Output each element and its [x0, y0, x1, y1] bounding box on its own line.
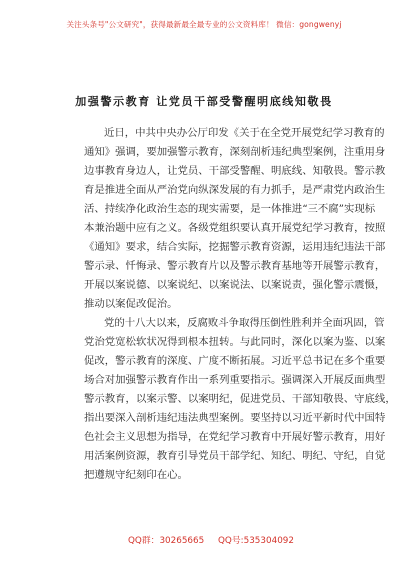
paragraph-line: 指出要深入剖析违纪违法典型案例。要坚持以习近平新时代中国特 [84, 412, 386, 424]
document-title: 加强警示教育 让党员干部受警醒明底线知敬畏 [75, 95, 333, 108]
paragraph-line: 开展以案说德、以案说纪、以案说法、以案说责，强化警示震慑， [84, 279, 386, 291]
paragraph-line: 把遵规守纪刻印在心。 [84, 469, 188, 481]
paragraph-line: 警示录、忏悔录、警示教育片以及警示教育基地等开展警示教育， [84, 260, 386, 272]
paragraph-line: 《通知》要求，结合实际，挖掘警示教育资源，运用违纪违法干部 [84, 241, 386, 253]
paragraph-line: 党的十八大以来，反腐败斗争取得压倒性胜利并全面巩固，管 [104, 317, 385, 329]
paragraph-line: 近日，中共中央办公厅印发《关于在全党开展党纪学习教育的 [104, 127, 385, 139]
paragraph-line: 警示教育，以案示警、以案明纪，促进党员、干部知敬畏、守底线， [84, 393, 396, 405]
paragraph-line: 本兼治题中应有之义。各级党组织要认真开展党纪学习教育，按照 [84, 222, 386, 234]
paragraph-line: 通知》强调，要加强警示教育，深刻剖析违纪典型案例，注重用身 [84, 146, 386, 158]
paragraph-line: 活、持续净化政治生态的现实需要，是一体推进“三不腐”实现标 [84, 203, 376, 215]
paragraph-line: 场合对加强警示教育作出一系列重要指示。强调深入开展反面典型 [84, 374, 386, 386]
paragraph-line: 育是推进全面从严治党向纵深发展的有力抓手，是严肃党内政治生 [84, 184, 386, 196]
paragraph-line: 推动以案促改促治。 [84, 298, 178, 310]
qq-account-number: QQ号:535304092 [218, 536, 294, 546]
qq-group-number: QQ群：30265665 [128, 536, 205, 546]
promo-banner: 关注头条号"公文研究"，获得最新最全最专业的公文资料库！ 微信：gongwenyj [66, 20, 342, 29]
paragraph-line: 促改，警示教育的深度、广度不断拓展。习近平总书记在多个重要 [84, 355, 386, 367]
paragraph-line: 用活案例资源，教育引导党员干部学纪、知纪、明纪、守纪，自觉 [84, 450, 386, 462]
paragraph-line: 边事教育身边人，让党员、干部受警醒、明底线、知敬畏。警示教 [84, 165, 386, 177]
paragraph-line: 色社会主义思想为指导，在党纪学习教育中开展好警示教育，用好 [84, 431, 386, 443]
paragraph-line: 党治党宽松软状况得到根本扭转。与此同时，深化以案为鉴、以案 [84, 336, 386, 348]
